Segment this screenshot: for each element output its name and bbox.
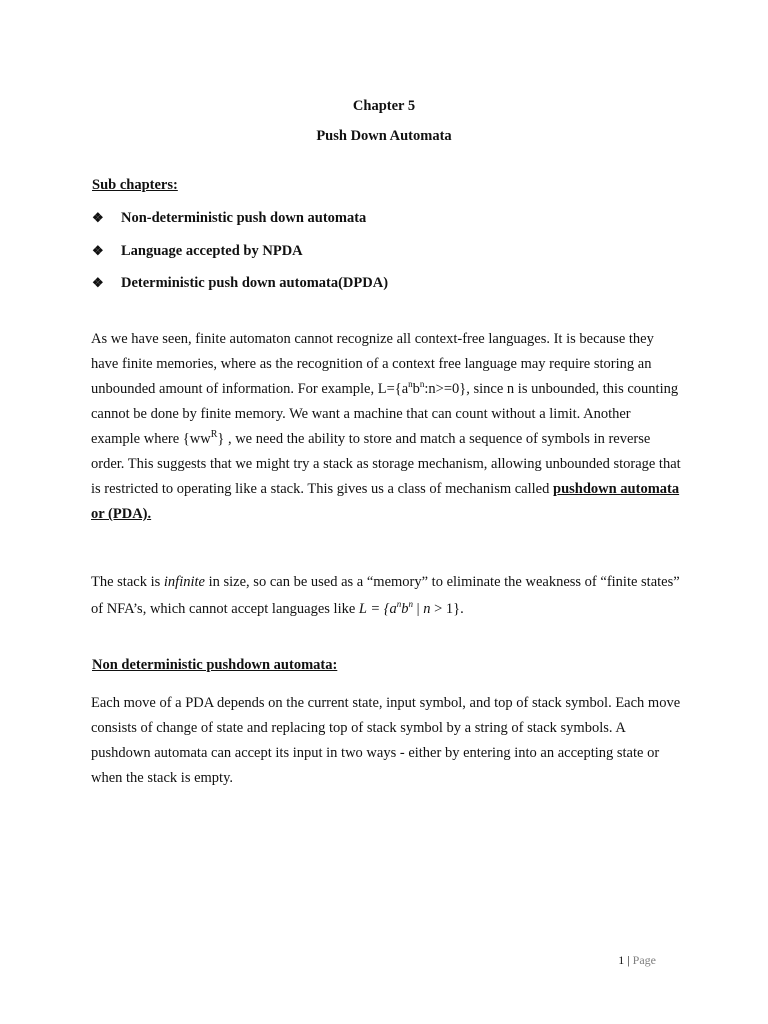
page-label: Page [632, 953, 656, 967]
intro-paragraph [91, 327, 681, 527]
math-text: > 1}. [430, 601, 464, 617]
math-language [359, 601, 413, 617]
intro-text: b [412, 381, 420, 397]
sub-chapter-list [92, 209, 388, 307]
stack-text: The stack is [91, 574, 164, 590]
superscript: R [210, 429, 218, 441]
list-item [92, 209, 388, 242]
math-text: | [413, 601, 424, 617]
chapter-title: Push Down Automata [316, 128, 452, 144]
page-number: 1 [618, 953, 625, 967]
math-text: n [423, 601, 431, 617]
chapter-number: Chapter 5 [352, 98, 416, 114]
superscript: n [408, 599, 414, 610]
math-text: L = {a [358, 601, 397, 617]
math-text: b [401, 601, 409, 617]
diamond-bullet-icon: ❖ [92, 210, 104, 225]
diamond-bullet-icon: ❖ [92, 242, 104, 258]
superscript: n [419, 379, 425, 390]
list-item [92, 274, 388, 307]
diamond-bullet-icon: ❖ [92, 275, 104, 290]
intro-text: . [147, 506, 152, 522]
list-item-label: Language accepted by NPDA [121, 242, 303, 259]
superscript: n [408, 379, 413, 390]
intro-text: As we have seen, finite automaton cannot recognize all context-free languages. It is because they have finite memories, where as the recognition of a context free language may require storing an unbounded amount of information. For example, L={a [91, 331, 654, 397]
stack-paragraph [91, 569, 681, 623]
sub-chapters-heading: Sub chapters: [92, 177, 178, 193]
intro-text: :n>=0}, since n is unbounded, this counting cannot be done by finite memory. We want a machine that can count without a limit. Another example where {ww [91, 381, 679, 447]
list-item-label: Deterministic push down automata(DPDA) [121, 275, 389, 291]
npda-paragraph: Each move of a PDA depends on the current state, input symbol, and top of stack symbol. Each move consists of change of state and replacing top of stack symbol by a string of stack symbols. A pushdown automata can accept its input in two ways - either by entering into an accepting state or when the stack is empty. [91, 695, 681, 786]
footer-separator: | [624, 953, 633, 967]
list-item-label: Non-deterministic push down automata [121, 210, 367, 226]
list-item [92, 242, 388, 275]
pda-term: pushdown automata or (PDA) [91, 481, 680, 522]
emphasis-infinite: infinite [163, 574, 205, 590]
intro-text: } , we need the ability to store and match a sequence of symbols in reverse order. This suggests that we might try a stack as storage mechanism, allowing unbounded storage that is restricted to operating like a stack. This gives us a class of mechanism called [91, 431, 681, 497]
stack-text: in size, so can be used as a “memory” to eliminate the weakness of “finite states” of NFA’s, which cannot accept languages like [91, 574, 680, 617]
npda-heading: Non deterministic pushdown automata: [92, 657, 338, 673]
page-footer [560, 953, 656, 968]
superscript: n [396, 599, 402, 610]
